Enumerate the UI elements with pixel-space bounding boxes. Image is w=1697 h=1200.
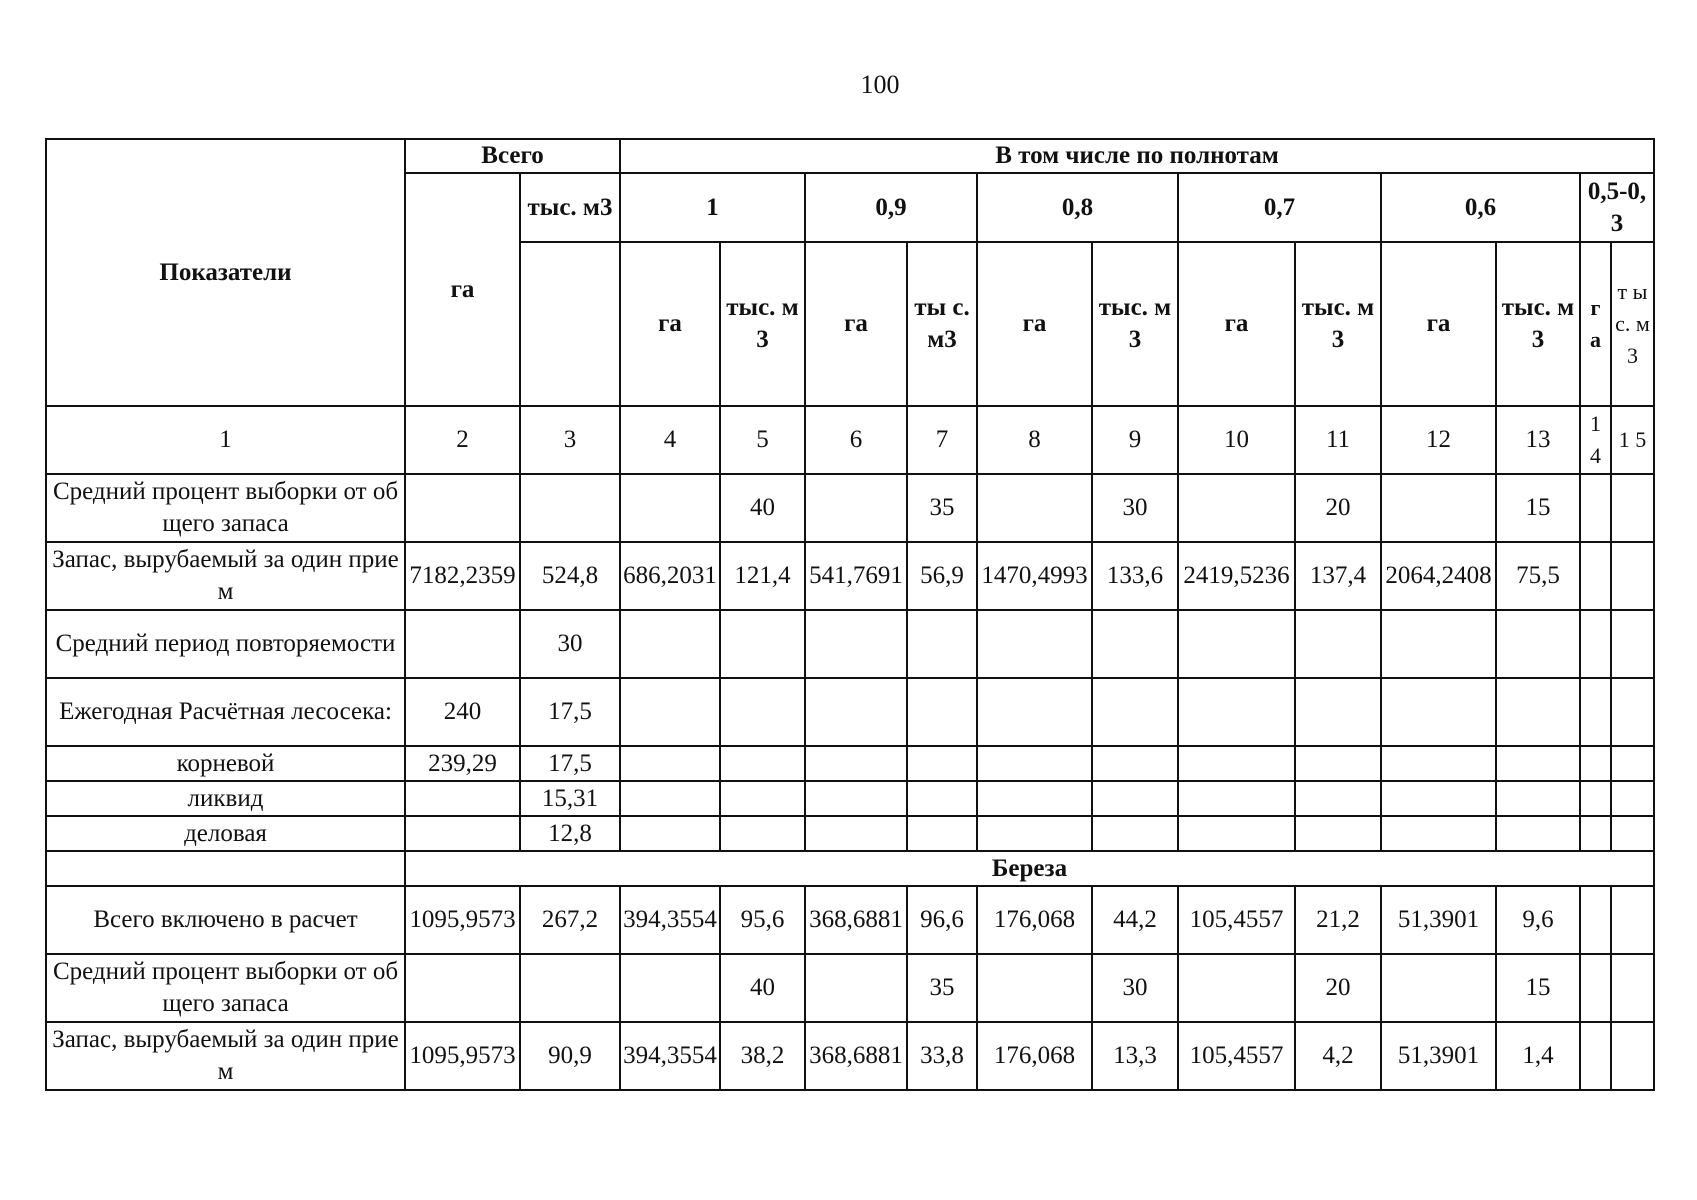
header-ha: га (1178, 242, 1295, 406)
data-cell (1178, 610, 1295, 678)
row-label: Запас, вырубаемый за один прием (46, 542, 405, 610)
data-cell (1178, 678, 1295, 746)
data-cell (805, 610, 907, 678)
data-cell (1611, 1022, 1654, 1090)
column-number: 1 (46, 406, 405, 474)
data-cell (1611, 954, 1654, 1022)
data-cell (1611, 886, 1654, 954)
data-cell: 21,2 (1295, 886, 1381, 954)
data-cell (1381, 610, 1496, 678)
data-cell (1092, 678, 1178, 746)
header-density-0-8: 0,8 (977, 173, 1178, 242)
data-cell: 121,4 (720, 542, 805, 610)
data-cell: 30 (1092, 954, 1178, 1022)
header-ha: га (1381, 242, 1496, 406)
data-cell (720, 816, 805, 851)
data-cell (1611, 678, 1654, 746)
data-cell: 1,4 (1496, 1022, 1580, 1090)
data-cell: 20 (1295, 954, 1381, 1022)
data-cell: 686,2031 (620, 542, 720, 610)
table-row (46, 954, 1654, 1022)
data-cell (1496, 816, 1580, 851)
data-cell (405, 954, 520, 1022)
data-cell (1580, 954, 1611, 1022)
data-cell (907, 816, 977, 851)
data-cell (1381, 781, 1496, 816)
data-cell (1178, 781, 1295, 816)
row-label: Средний период повторяемости (46, 610, 405, 678)
row-label: Всего включено в расчет (46, 886, 405, 954)
table-row (46, 816, 1654, 851)
data-cell: 105,4557 (1178, 1022, 1295, 1090)
header-last-ha: г а (1580, 242, 1611, 406)
section-row (46, 851, 1654, 886)
data-cell (805, 954, 907, 1022)
data-cell (1496, 678, 1580, 746)
header-density-0-7: 0,7 (1178, 173, 1381, 242)
row-label: Средний процент выборки от общего запаса (46, 474, 405, 542)
data-cell (805, 678, 907, 746)
data-cell (1580, 678, 1611, 746)
data-cell: 40 (720, 954, 805, 1022)
column-number: 4 (620, 406, 720, 474)
header-thous: тыс. м3 (1092, 242, 1178, 406)
data-cell (1381, 816, 1496, 851)
section-blank-cell (46, 851, 405, 886)
data-cell (620, 954, 720, 1022)
data-cell: 7182,2359 (405, 542, 520, 610)
table-row (46, 678, 1654, 746)
data-cell: 394,3554 (620, 1022, 720, 1090)
header-thous: тыс. м3 (1496, 242, 1580, 406)
data-cell (977, 678, 1092, 746)
data-cell (977, 954, 1092, 1022)
data-cell (805, 746, 907, 781)
data-cell: 35 (907, 474, 977, 542)
data-cell (1580, 816, 1611, 851)
data-cell (1295, 816, 1381, 851)
data-cell (1178, 816, 1295, 851)
data-cell (805, 474, 907, 542)
data-cell (1092, 610, 1178, 678)
data-cell (620, 781, 720, 816)
data-cell (1611, 610, 1654, 678)
data-cell (1580, 474, 1611, 542)
header-thous: ты с. м3 (907, 242, 977, 406)
data-cell (405, 781, 520, 816)
data-cell (620, 610, 720, 678)
data-cell: 1095,9573 (405, 1022, 520, 1090)
data-cell (1092, 781, 1178, 816)
data-cell (1580, 781, 1611, 816)
data-cell: 394,3554 (620, 886, 720, 954)
data-cell (977, 610, 1092, 678)
data-cell (1381, 678, 1496, 746)
data-cell: 176,068 (977, 1022, 1092, 1090)
page-number: 100 (860, 70, 900, 99)
data-cell (907, 610, 977, 678)
data-cell (520, 954, 620, 1022)
data-cell: 368,6881 (805, 1022, 907, 1090)
data-cell (720, 781, 805, 816)
data-cell (1178, 474, 1295, 542)
column-number: 5 (720, 406, 805, 474)
data-cell: 56,9 (907, 542, 977, 610)
data-cell: 33,8 (907, 1022, 977, 1090)
data-cell (1295, 746, 1381, 781)
column-number: 11 (1295, 406, 1381, 474)
data-cell: 15 (1496, 474, 1580, 542)
data-cell: 105,4557 (1178, 886, 1295, 954)
header-total: Всего (405, 139, 620, 173)
table-row (46, 474, 1654, 542)
data-cell: 176,068 (977, 886, 1092, 954)
forest-stock-table (45, 138, 1655, 1091)
data-cell (907, 678, 977, 746)
data-cell (1092, 746, 1178, 781)
column-number: 12 (1381, 406, 1496, 474)
data-cell: 368,6881 (805, 886, 907, 954)
data-cell (1295, 610, 1381, 678)
data-cell: 9,6 (1496, 886, 1580, 954)
data-cell: 90,9 (520, 1022, 620, 1090)
data-cell (977, 474, 1092, 542)
header-density-1: 1 (620, 173, 805, 242)
column-number: 6 (805, 406, 907, 474)
data-cell (1580, 610, 1611, 678)
data-cell: 40 (720, 474, 805, 542)
data-cell: 17,5 (520, 746, 620, 781)
header-thous: тыс. м3 (720, 242, 805, 406)
column-number: 8 (977, 406, 1092, 474)
data-cell (1611, 542, 1654, 610)
row-label: Ежегодная Расчётная лесосека: (46, 678, 405, 746)
data-cell (720, 610, 805, 678)
column-number: 1 4 (1580, 406, 1611, 474)
table-row (46, 886, 1654, 954)
row-label: корневой (46, 746, 405, 781)
data-cell (977, 781, 1092, 816)
data-cell (1496, 746, 1580, 781)
header-density-0-6: 0,6 (1381, 173, 1580, 242)
data-cell: 38,2 (720, 1022, 805, 1090)
data-cell (1611, 746, 1654, 781)
data-cell: 15 (1496, 954, 1580, 1022)
column-number: 9 (1092, 406, 1178, 474)
data-cell (805, 816, 907, 851)
data-cell (405, 610, 520, 678)
data-cell: 4,2 (1295, 1022, 1381, 1090)
table-row (46, 746, 1654, 781)
data-cell (405, 474, 520, 542)
column-number: 13 (1496, 406, 1580, 474)
data-cell (1580, 746, 1611, 781)
column-number: 2 (405, 406, 520, 474)
header-density-0-9: 0,9 (805, 173, 977, 242)
data-cell: 51,3901 (1381, 1022, 1496, 1090)
header-ha: га (620, 242, 720, 406)
data-cell: 15,31 (520, 781, 620, 816)
row-label: Запас, вырубаемый за один прием (46, 1022, 405, 1090)
header-total-ha: га (405, 173, 520, 406)
data-cell: 1095,9573 (405, 886, 520, 954)
row-label: ликвид (46, 781, 405, 816)
column-number-row (46, 406, 1654, 474)
column-number: 7 (907, 406, 977, 474)
row-label: деловая (46, 816, 405, 851)
header-ha: га (805, 242, 907, 406)
data-cell: 17,5 (520, 678, 620, 746)
data-cell (1092, 816, 1178, 851)
header-empty-cell (520, 242, 620, 406)
table-row (46, 1022, 1654, 1090)
column-number: 3 (520, 406, 620, 474)
data-cell: 96,6 (907, 886, 977, 954)
table-row (46, 781, 1654, 816)
data-cell (977, 816, 1092, 851)
data-cell: 2064,2408 (1381, 542, 1496, 610)
data-cell (1381, 954, 1496, 1022)
data-cell (620, 816, 720, 851)
header-total-thous: тыс. м3 (520, 173, 620, 242)
data-cell (1381, 746, 1496, 781)
data-cell: 35 (907, 954, 977, 1022)
data-cell (1496, 610, 1580, 678)
data-cell (1295, 781, 1381, 816)
data-cell: 30 (520, 610, 620, 678)
data-cell (720, 678, 805, 746)
data-cell (1611, 474, 1654, 542)
header-last-thous: т ы с. м 3 (1611, 242, 1654, 406)
data-cell (1580, 886, 1611, 954)
column-number: 1 5 (1611, 406, 1654, 474)
data-cell (1496, 781, 1580, 816)
data-cell (720, 746, 805, 781)
data-cell: 13,3 (1092, 1022, 1178, 1090)
data-cell: 267,2 (520, 886, 620, 954)
data-cell: 95,6 (720, 886, 805, 954)
table-row (46, 542, 1654, 610)
data-cell (805, 781, 907, 816)
data-cell: 2419,5236 (1178, 542, 1295, 610)
data-cell: 1470,4993 (977, 542, 1092, 610)
header-ha: га (977, 242, 1092, 406)
data-cell (977, 746, 1092, 781)
data-cell: 239,29 (405, 746, 520, 781)
data-cell (520, 474, 620, 542)
column-number: 10 (1178, 406, 1295, 474)
data-cell: 44,2 (1092, 886, 1178, 954)
section-title: Береза (405, 851, 1654, 886)
data-cell: 51,3901 (1381, 886, 1496, 954)
table-row (46, 610, 1654, 678)
header-indicators: Показатели (46, 139, 405, 406)
data-cell: 137,4 (1295, 542, 1381, 610)
data-cell: 133,6 (1092, 542, 1178, 610)
data-cell (1381, 474, 1496, 542)
data-cell: 240 (405, 678, 520, 746)
data-cell (907, 781, 977, 816)
data-cell: 524,8 (520, 542, 620, 610)
data-cell (620, 678, 720, 746)
data-cell: 75,5 (1496, 542, 1580, 610)
data-cell (1580, 1022, 1611, 1090)
data-cell (1580, 542, 1611, 610)
header-by-density: В том числе по полнотам (620, 139, 1654, 173)
data-cell: 541,7691 (805, 542, 907, 610)
header-thous: тыс. м3 (1295, 242, 1381, 406)
data-cell (1611, 781, 1654, 816)
data-cell (1178, 746, 1295, 781)
header-density-0-5-0-3: 0,5-0,3 (1580, 173, 1654, 242)
row-label: Средний процент выборки от общего запаса (46, 954, 405, 1022)
data-cell: 12,8 (520, 816, 620, 851)
data-cell (620, 746, 720, 781)
data-cell: 20 (1295, 474, 1381, 542)
data-cell (1295, 678, 1381, 746)
data-cell (405, 816, 520, 851)
data-cell: 30 (1092, 474, 1178, 542)
data-cell (1178, 954, 1295, 1022)
data-cell (907, 746, 977, 781)
data-cell (1611, 816, 1654, 851)
data-cell (620, 474, 720, 542)
